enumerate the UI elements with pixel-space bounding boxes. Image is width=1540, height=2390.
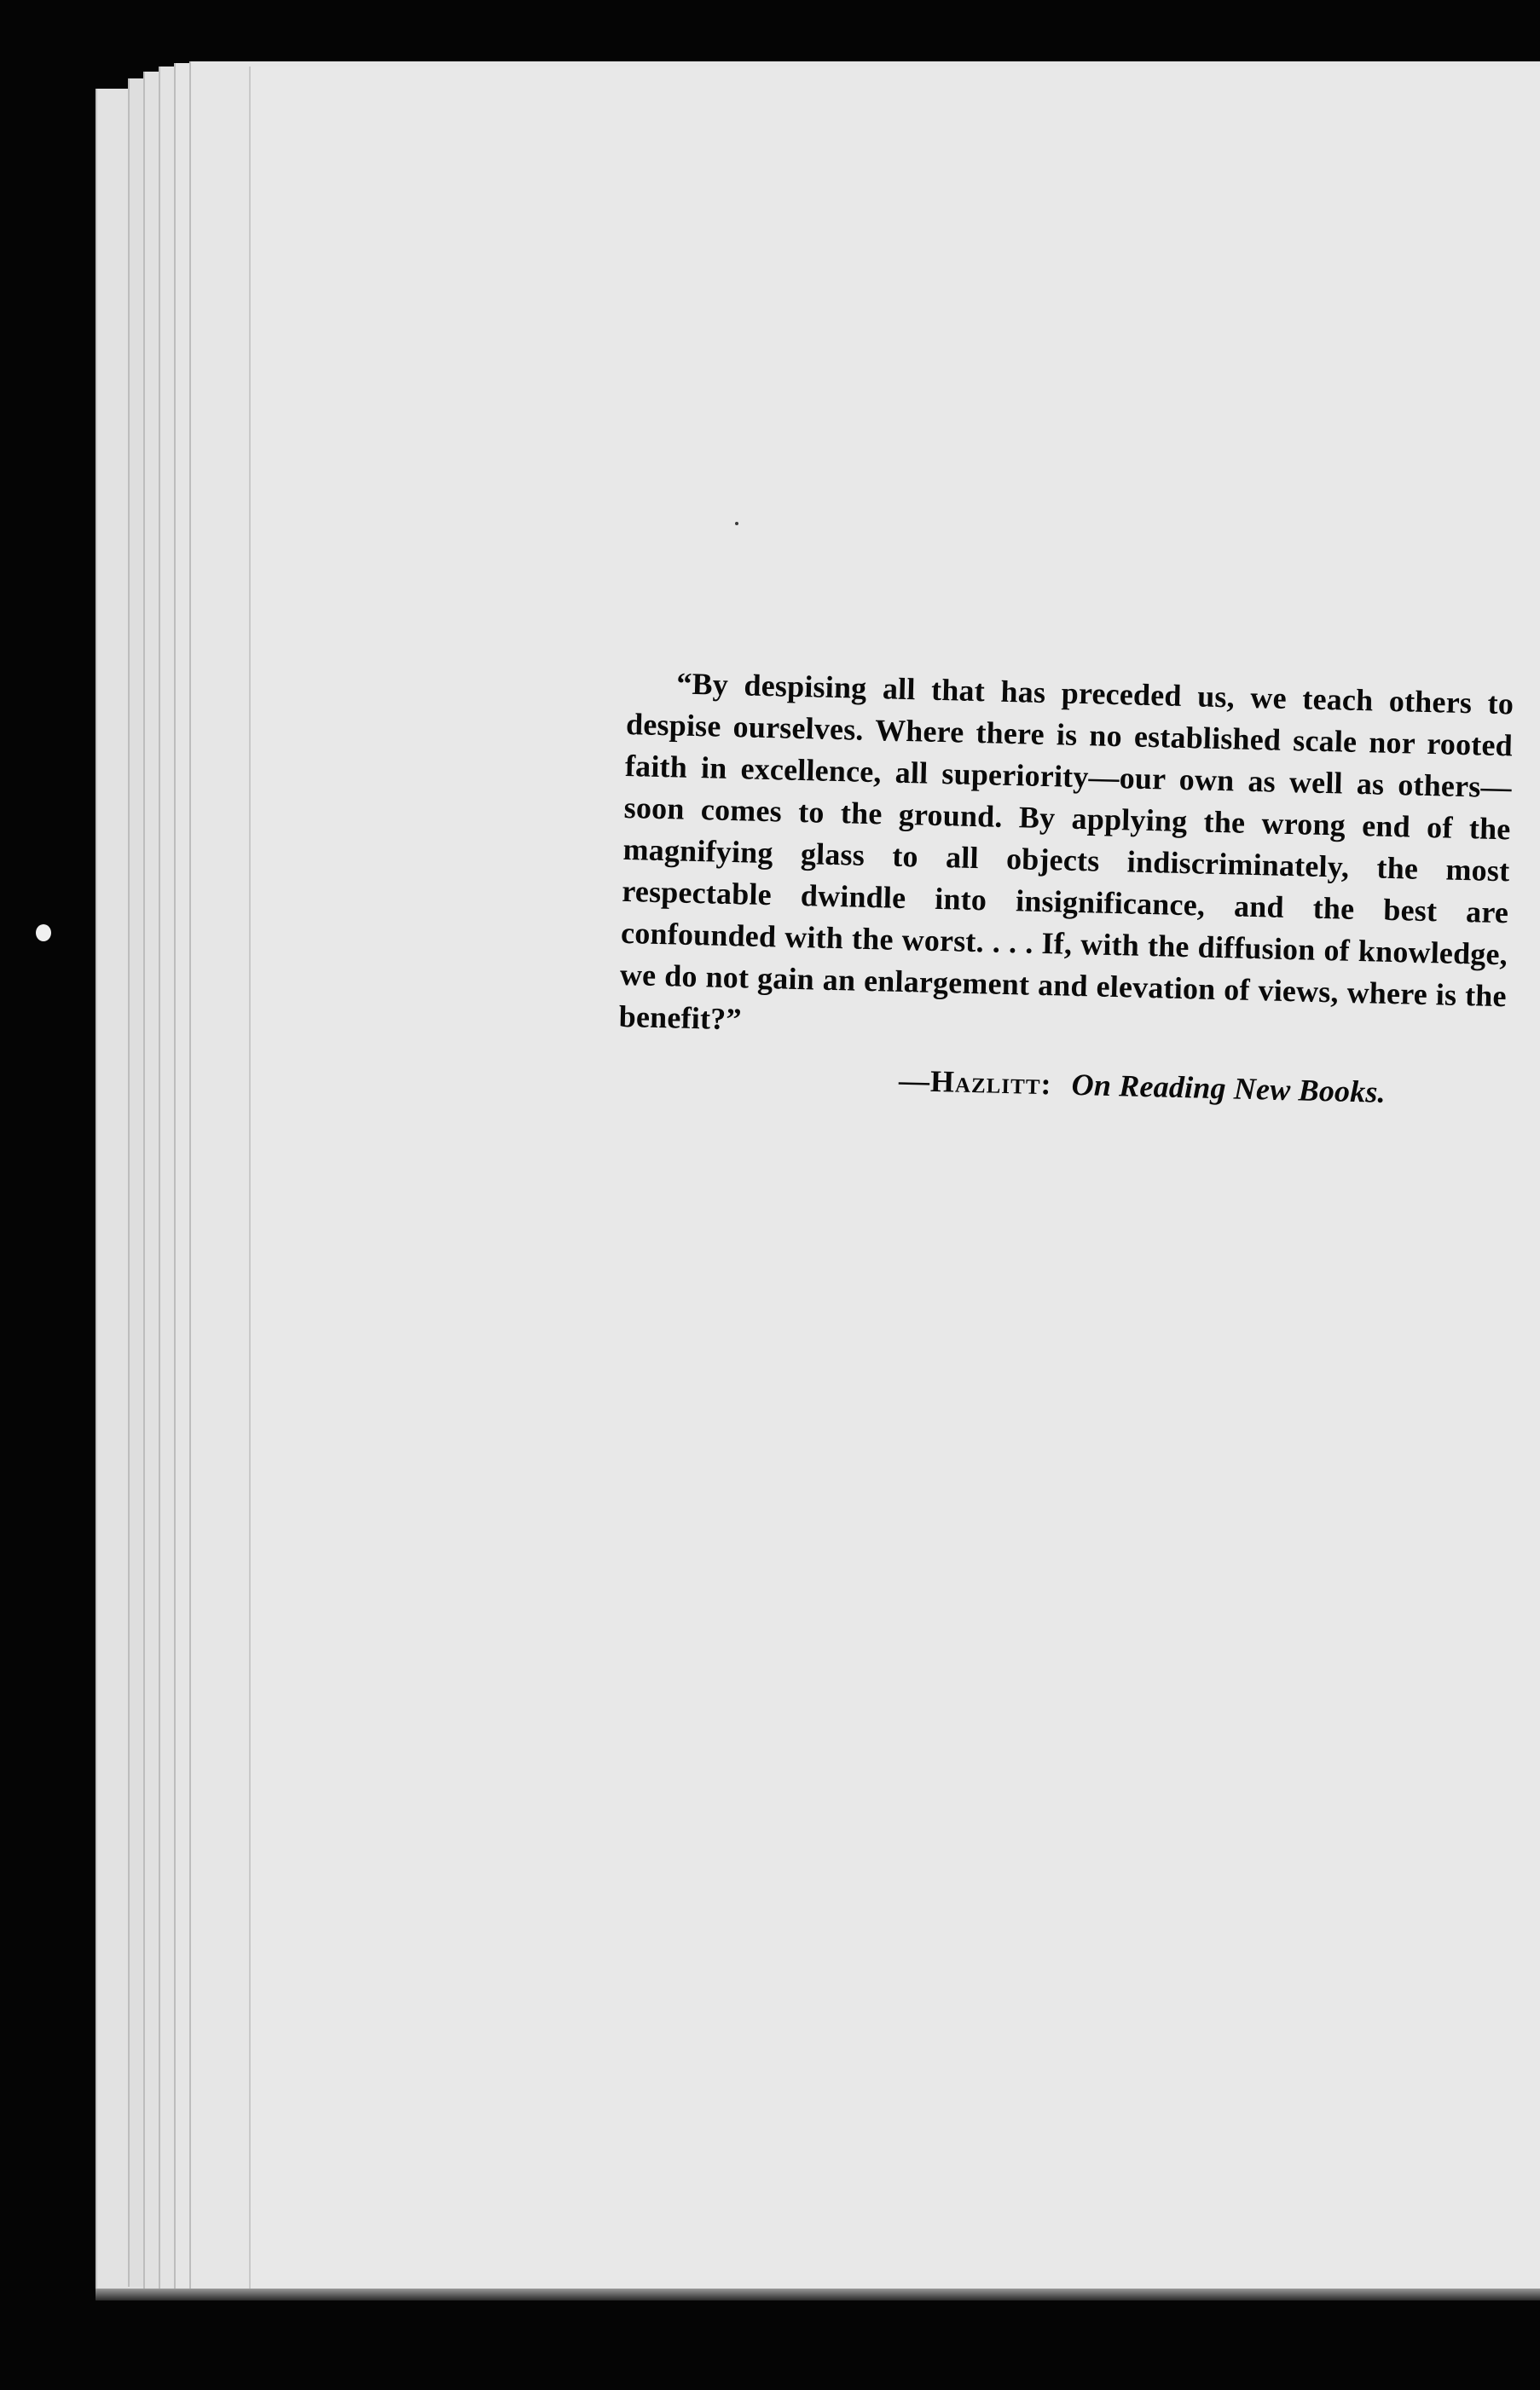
attribution-work: On Reading New Books.	[1071, 1067, 1387, 1109]
epigraph	[617, 662, 1514, 1116]
ink-dot	[735, 522, 738, 525]
page-bottom-shadow	[96, 2289, 1540, 2300]
attribution-author: —Hazlitt:	[898, 1062, 1053, 1102]
quote-text: “By despising all that has preceded us, we teach others to despise ourselves. Where there is no established scale nor rooted faith in excellence, all superiority—our own as well as others—soon comes to the ground. By applying the wrong end of the magnifying glass to all objects indiscriminately, the most respectable dwindle into insignificance, and the best are confounded with the worst. . . . If, with the diffusion of knowledge, we do not gain an enlargement and elevation of views, where is the benefit?”	[618, 666, 1514, 1037]
scan-speck	[36, 924, 51, 941]
main-page	[249, 67, 1540, 2294]
